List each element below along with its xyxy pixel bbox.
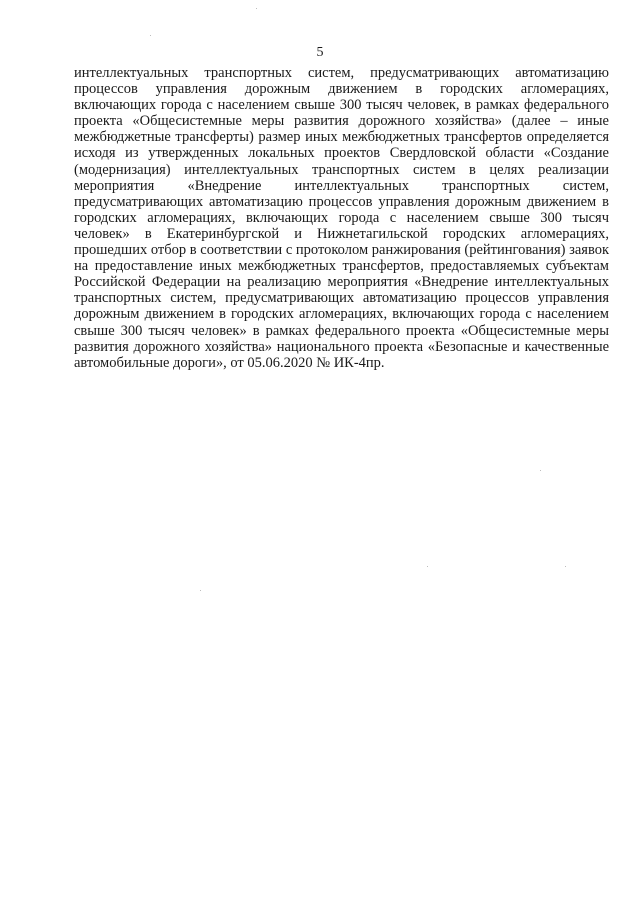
scan-speck [565,566,566,567]
scan-speck [256,8,257,9]
body-paragraph: интеллектуальных транспортных систем, предусматривающих автоматизацию процессов управления дорожным движением в городских агломерациях, включающих города с населением свыше 300 тысяч человек, в рамках федерального проекта «Общесистемные меры развития дорожного хозяйства» (далее – иные межбюджетные трансферты) размер иных межбюджетных трансфертов определяется исходя из утвержденных локальных проектов Свердловской области «Создание (модернизация) интеллектуальных транспортных систем в целях реализации мероприятия «Внедрение интеллектуальных транспортных систем, предусматривающих автоматизацию процессов управления дорожным движением в городских агломерациях, включающих города с населением свыше 300 тысяч человек» в Екатеринбургской и Нижнетагильской городских агломерациях, прошедших отбор в соответствии с протоколом ранжирования (рейтингования) заявок на предоставление иных межбюджетных трансфертов, предоставляемых субъектам Российской Федерации на реализацию мероприятия «Внедрение интеллектуальных транспортных систем, предусматривающих автоматизацию процессов управления дорожным движением в городских агломерациях, включающих города с населением свыше 300 тысяч человек» в рамках федерального проекта «Общесистемные меры развития дорожного хозяйства» национального проекта «Безопасные и качественные автомобильные дороги», от 05.06.2020 № ИК-4пр. [74,65,609,371]
scan-speck [150,35,151,36]
page-number: 5 [316,45,324,60]
scan-speck [540,470,541,471]
scan-speck [200,590,201,591]
scan-speck [427,566,428,567]
